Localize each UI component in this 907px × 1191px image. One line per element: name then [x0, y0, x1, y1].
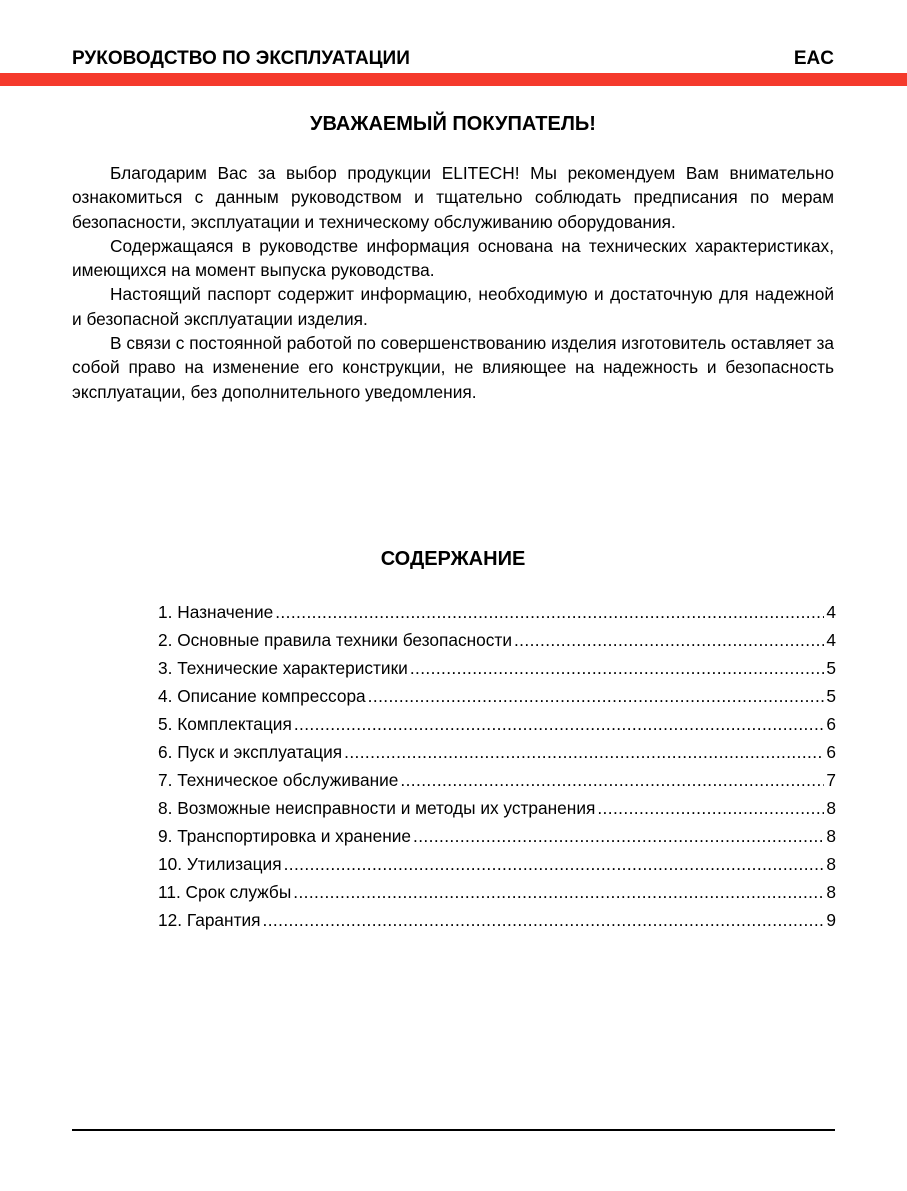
toc-leader-dots: [410, 654, 825, 682]
toc-heading: СОДЕРЖАНИЕ: [380, 548, 526, 570]
greeting-heading: УВАЖАЕМЫЙ ПОКУПАТЕЛЬ!: [310, 113, 596, 135]
toc-leader-dots: [284, 850, 825, 878]
toc-item[interactable]: [158, 766, 836, 794]
intro-paragraph: В связи с постоянной работой по совершенствованию изделия изготовитель оставляет за собой право на изменение его конструкции, не влияющее на надежность и безопасность эксплуатации, без дополнительного уведомления.: [72, 333, 834, 402]
toc-item-page: 4: [826, 602, 836, 622]
intro-paragraph: Настоящий паспорт содержит информацию, необходимую и достаточную для надежной и безопасной эксплуатации изделия.: [72, 284, 834, 329]
toc-item-label: 5. Комплектация: [158, 714, 292, 734]
toc-item-label: 3. Технические характеристики: [158, 658, 408, 678]
toc-item-label: 4. Описание компрессора: [158, 686, 366, 706]
toc-leader-dots: [597, 794, 824, 822]
toc-item[interactable]: [158, 850, 836, 878]
toc-item-page: 8: [826, 798, 836, 818]
toc-item[interactable]: [158, 906, 836, 934]
toc-item-page: 5: [826, 658, 836, 678]
toc-item-page: 6: [826, 742, 836, 762]
toc-leader-dots: [263, 906, 825, 934]
intro-text: [72, 161, 834, 404]
toc-item[interactable]: [158, 878, 836, 906]
toc-item[interactable]: [158, 682, 836, 710]
eac-mark: EAC: [793, 48, 834, 69]
toc-item-label: 11. Срок службы: [158, 882, 292, 902]
toc-item-label: 6. Пуск и эксплуатация: [158, 742, 343, 762]
toc-item-label: 7. Техническое обслуживание: [158, 770, 399, 790]
toc-item-page: 8: [826, 854, 836, 874]
toc-item[interactable]: [158, 598, 836, 626]
toc-item-label: 2. Основные правила техники безопасности: [158, 630, 512, 650]
toc-leader-dots: [413, 822, 824, 850]
page-header: [72, 46, 834, 72]
header-accent-bar: [0, 73, 907, 86]
footer-rule: [72, 1129, 835, 1131]
toc-item-page: 6: [826, 714, 836, 734]
intro-paragraph: Благодарим Вас за выбор продукции ELITECH! Мы рекомендуем Вам внимательно ознакомиться с данным руководством и тщательно соблюдать предписания по мерам безопасности, эксплуатации и техническому обслуживанию оборудования.: [72, 163, 834, 232]
toc-item-page: 9: [826, 910, 836, 930]
toc-item-page: 8: [826, 826, 836, 846]
document-title: РУКОВОДСТВО ПО ЭКСПЛУАТАЦИИ: [72, 48, 410, 69]
toc-leader-dots: [294, 710, 825, 738]
toc-item-page: 5: [826, 686, 836, 706]
toc-leader-dots: [368, 682, 825, 710]
toc-item-label: 10. Утилизация: [158, 854, 282, 874]
toc-leader-dots: [344, 738, 824, 766]
toc-item[interactable]: [158, 794, 836, 822]
toc-item-label: 8. Возможные неисправности и методы их устранения: [158, 798, 596, 818]
toc-item-page: 7: [826, 770, 836, 790]
toc-item[interactable]: [158, 710, 836, 738]
toc-item[interactable]: [158, 626, 836, 654]
toc-item-label: 12. Гарантия: [158, 910, 261, 930]
toc-item[interactable]: [158, 822, 836, 850]
toc-item[interactable]: [158, 654, 836, 682]
toc-item[interactable]: [158, 738, 836, 766]
toc-item-page: 8: [826, 882, 836, 902]
toc-leader-dots: [293, 878, 824, 906]
toc-leader-dots: [514, 626, 824, 654]
toc-leader-dots: [275, 598, 824, 626]
toc-leader-dots: [400, 766, 824, 794]
toc-item-label: 9. Транспортировка и хранение: [158, 826, 412, 846]
table-of-contents: [158, 598, 836, 934]
toc-item-label: 1. Назначение: [158, 602, 274, 622]
intro-paragraph: Содержащаяся в руководстве информация основана на технических характеристиках, имеющихся на момент выпуска руководства.: [72, 235, 834, 281]
toc-item-page: 4: [826, 630, 836, 650]
